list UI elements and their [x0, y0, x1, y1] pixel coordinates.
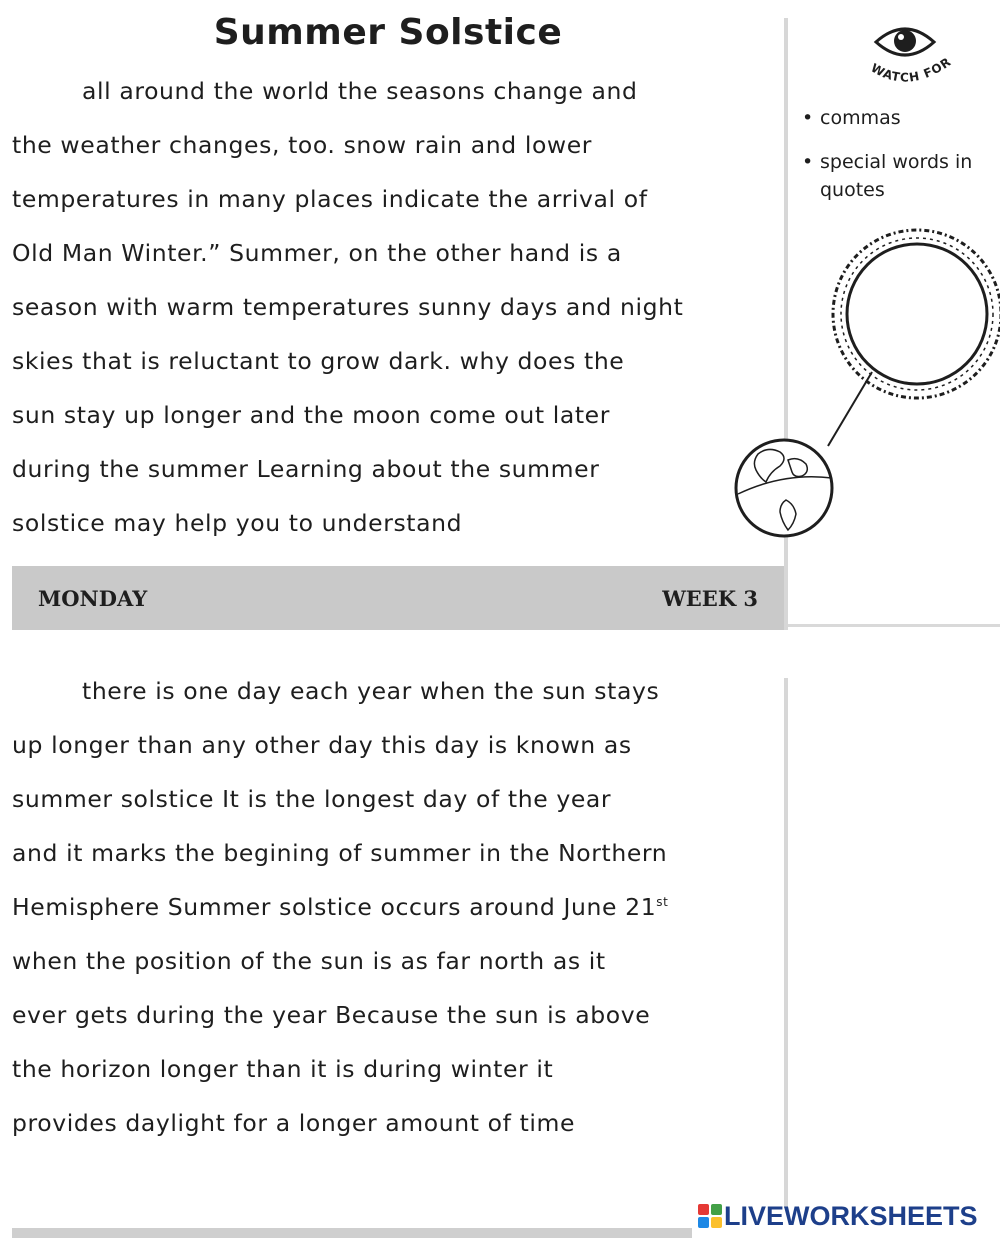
tip-item: • commas — [800, 104, 1000, 132]
logo-icon — [698, 1204, 722, 1228]
brand-name: LIVEWORKSHEETS — [724, 1200, 978, 1231]
logo-square — [711, 1204, 722, 1215]
passage-line: and it marks the begining of summer in the Northern — [12, 839, 668, 867]
passage-line: ever gets during the year Because the sun is above — [12, 1001, 651, 1029]
passage-line: the horizon longer than it is during winter it — [12, 1055, 554, 1083]
logo-square — [698, 1204, 709, 1215]
passage-line: the weather changes, too. snow rain and lower — [12, 131, 593, 159]
week-label: WEEK 3 — [662, 586, 758, 611]
passage-solstice — [12, 664, 668, 1150]
sidebar-divider — [788, 624, 1000, 627]
passage-line: season with warm temperatures sunny days and night — [12, 293, 684, 321]
passage-line: Old Man Winter.” Summer, on the other hand is a — [12, 239, 622, 267]
passage-line: when the position of the sun is as far north as it — [12, 947, 606, 975]
passage-line: during the summer Learning about the summer — [12, 455, 600, 483]
passage-line: up longer than any other day this day is known as — [12, 731, 632, 759]
watch-for-list — [800, 104, 1000, 220]
page-title: Summer Solstice — [213, 12, 563, 53]
day-banner — [12, 566, 784, 630]
orbit-line — [828, 372, 872, 446]
svg-text:WATCH FOR — [869, 54, 954, 84]
logo-square — [711, 1217, 722, 1228]
liveworksheets-logo[interactable] — [698, 1200, 978, 1232]
passage-line: skies that is reluctant to grow dark. why does the — [12, 347, 625, 375]
watch-for-badge — [850, 18, 960, 90]
passage-line: solstice may help you to understand — [12, 509, 463, 537]
watch-for-label: WATCH FOR — [868, 54, 955, 85]
passage-line-text: Hemisphere Summer solstice occurs around June 21 — [12, 893, 657, 921]
passage-line: there is one day each year when the sun stays — [82, 677, 660, 705]
passage-line: temperatures in many places indicate the arrival of — [12, 185, 648, 213]
next-day-banner — [12, 1228, 692, 1238]
passage-monday-intro — [12, 64, 683, 550]
passage-line: summer solstice It is the longest day of the year — [12, 785, 612, 813]
tip-item: • special words in quotes — [800, 148, 1000, 204]
column-divider — [784, 678, 788, 1208]
passage-line — [12, 880, 668, 934]
logo-square — [698, 1217, 709, 1228]
eye-icon — [876, 29, 934, 55]
ordinal-suffix: st — [656, 895, 669, 910]
passage-line: provides daylight for a longer amount of time — [12, 1109, 576, 1137]
day-label: MONDAY — [38, 586, 148, 611]
sun-earth-illustration — [732, 228, 1000, 558]
sun-icon — [833, 230, 1000, 398]
passage-line: all around the world the seasons change and — [82, 77, 638, 105]
earth-icon — [736, 440, 832, 536]
passage-line: sun stay up longer and the moon come out later — [12, 401, 610, 429]
